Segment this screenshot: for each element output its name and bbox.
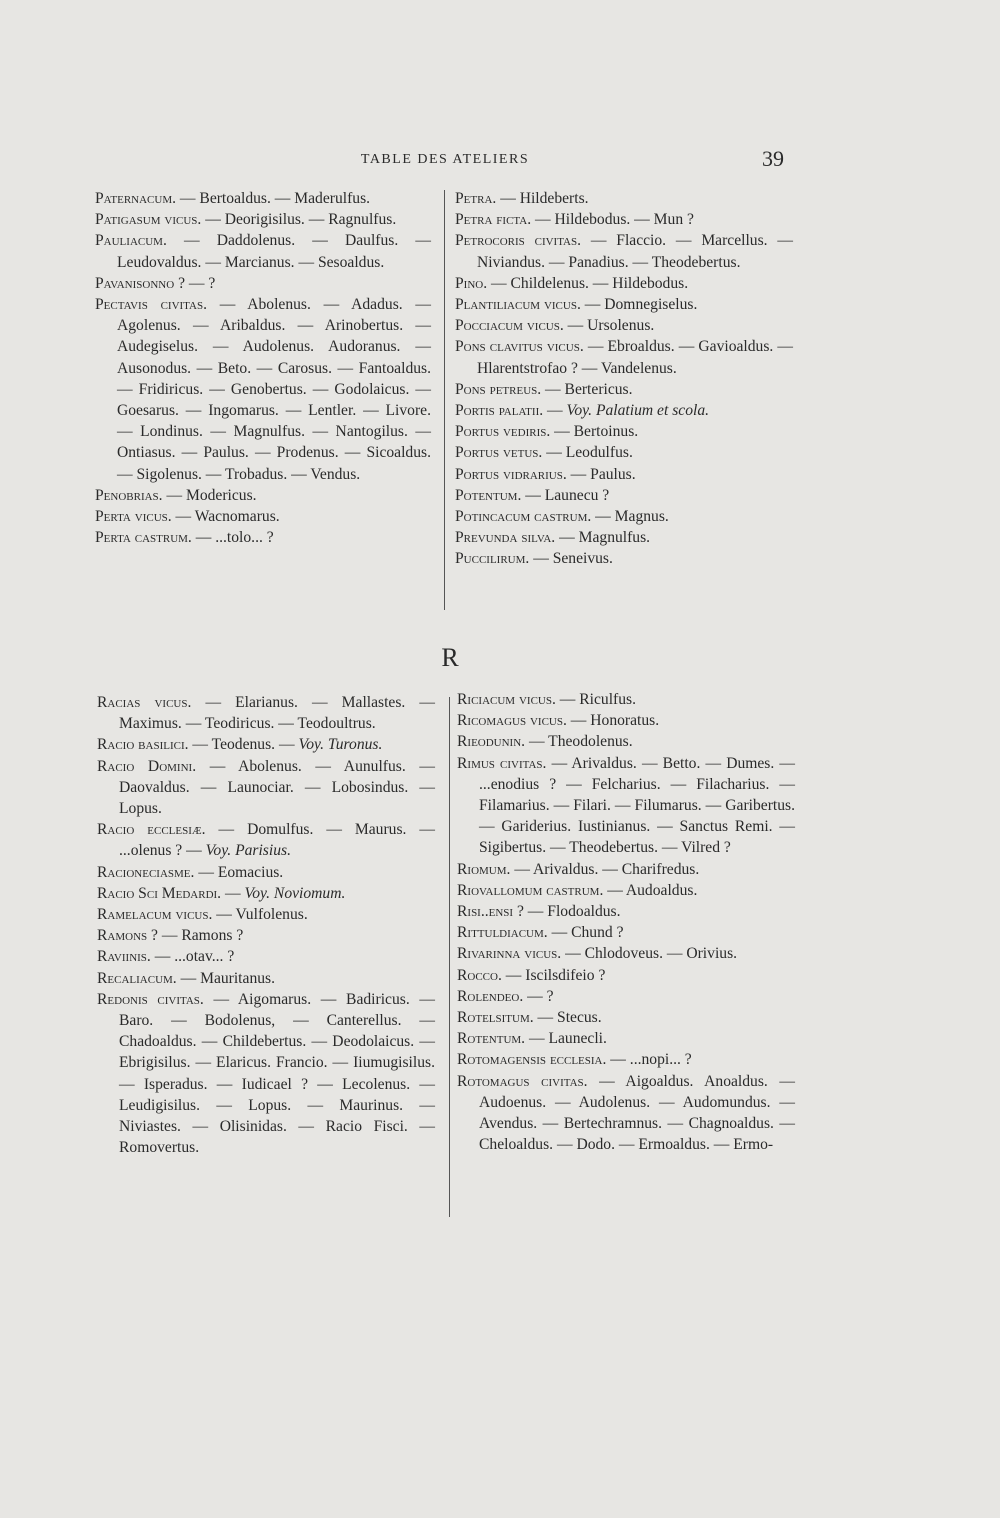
entry-place-name: Ricomagus vicus. [457,712,567,730]
index-entry [457,710,795,731]
entry-moneyers: — Audoaldus. [603,881,698,899]
index-entry [457,689,795,710]
entry-moneyers: — Chund ? [547,924,624,942]
entry-place-name: Rolendeo. [457,987,524,1005]
entry-moneyers: — Bertericus. [541,380,633,398]
index-entry [457,943,795,964]
index-entry [457,731,795,752]
index-entry [95,188,431,209]
entry-place-name: Riovallomum castrum. [457,881,604,899]
entry-moneyers: — Leodulfus. [542,444,633,462]
column-divider-bottom [449,697,450,1217]
entry-moneyers: — Modericus. [162,486,257,504]
entry-place-name: Puccilirum. [455,550,530,568]
entry-moneyers: — Domulfus. — Maurus. — ...olenus ? — [119,821,436,860]
entry-moneyers: — ...tolo... ? [191,529,274,547]
index-entry [455,400,793,421]
entry-moneyers: — Daddolenus. — Daulfus. — Leudovaldus. — Marcianus. — Sesoaldus. [117,232,431,271]
index-entry [457,859,795,880]
entry-cross-reference: Voy. Turonus. [298,736,383,754]
entry-moneyers: — Launecli. [525,1030,607,1048]
entry-moneyers: — Domnegiselus. [580,296,698,314]
entry-place-name: Rimus civitas. [457,754,547,772]
entry-place-name: Racio Sci Medardi. [97,884,222,902]
entry-place-name: Perta vicus. [95,508,172,526]
entry-place-name: Racio ecclesiæ. [97,821,206,839]
entry-place-name: Penobrias. [95,486,163,504]
entry-place-name: Perta castrum. [95,529,192,547]
index-entry [455,485,793,506]
column-left-bottom [97,692,435,1158]
index-entry [455,294,793,315]
entry-moneyers: — Magnulfus. [555,529,651,547]
column-left-top [95,188,431,548]
entry-moneyers: — Eomacius. [194,863,284,881]
index-entry [97,819,435,861]
entry-moneyers: — Theodolenus. [525,733,633,751]
index-entry [455,464,793,485]
index-entry [97,734,435,755]
index-entry [97,904,435,925]
page-number: 39 [762,146,784,171]
entry-moneyers: — Ebroaldus. — Gavioaldus. — Hlarentstrofao ? — Vandelenus. [477,338,793,377]
index-entry [455,442,793,463]
entry-moneyers: — ...otav... ? [150,948,235,966]
entry-place-name: Rieodunin. [457,733,526,751]
entry-place-name: Redonis civitas. [97,990,204,1008]
entry-place-name: Pavanisonno ? [95,274,185,292]
index-entry [455,421,793,442]
entry-moneyers: — Elarianus. — Mallastes. — Maximus. — Teodiricus. — Teodoultrus. [119,694,435,733]
entry-moneyers: — Aigomarus. — Badiricus. — Baro. — Bodolenus, — Canterellus. — Chadoaldus. — Childebertus. — Deodolaicus. — Ebrigisilus. — Elaricus. Francio. — Iiumugisilus. — Isperadus. — Iudicael ? — Lecolenus. — Leudigisilus. — Lopus. — Maurinus. — Niviastes. — Olisinidas. — Racio Fisci. — Romovertus. [119,990,435,1157]
entry-place-name: Rocco. [457,966,502,984]
index-entry [457,1007,795,1028]
index-entry [455,527,793,548]
entry-cross-reference: Voy. Palatium et scola. [566,402,710,420]
entry-moneyers: — Mauritanus. [176,969,276,987]
entry-place-name: Risi..ensi ? [457,903,524,921]
entry-place-name: Patigasum vicus. [95,211,202,229]
entry-place-name: Riomum. [457,860,511,878]
entry-place-name: Pons clavitus vicus. [455,338,584,356]
entry-place-name: Pocciacum vicus. [455,317,564,335]
entry-moneyers: — Deorigisilus. — Ragnulfus. [201,211,397,229]
entry-place-name: Racias vicus. [97,694,192,711]
entry-moneyers: — Bertoaldus. — Maderulfus. [176,190,371,207]
index-entry [457,1071,795,1156]
index-entry [455,336,793,378]
section-letter: R [441,643,459,672]
index-entry [457,880,795,901]
entry-moneyers: — Arivaldus. — Betto. — Dumes. — ...enodius ? — Felcharius. — Filacharius. — Filamarius. — Filari. — Filumarus. — Garibertus. — Gariderius. Iustinianus. — Sanctus Remi. — Sigibertus. — Theodebertus. — Vilred ? [479,754,795,857]
entry-place-name: Rivarinna vicus. [457,945,562,963]
entry-moneyers: — Bertoinus. [550,423,639,441]
entry-moneyers: — [221,884,245,902]
entry-moneyers: — Vulfolenus. [212,906,308,924]
entry-place-name: Pons petreus. [455,380,542,398]
index-entry [97,989,435,1159]
entry-place-name: Pauliacum. [95,232,167,250]
index-entry [457,965,795,986]
entry-place-name: Racio basilici. [97,736,189,754]
index-entry [455,379,793,400]
entry-place-name: Petra ficta. [455,211,532,229]
entry-place-name: Ramons ? [97,927,158,945]
entry-place-name: Potincacum castrum. [455,508,592,526]
entry-moneyers: — Flodoaldus. [523,903,621,921]
entry-moneyers: — Hildeberts. [496,190,589,207]
entry-place-name: Ramelacum vicus. [97,906,213,924]
index-entry [95,209,431,230]
entry-moneyers: — Honoratus. [566,712,660,730]
entry-place-name: Portus vetus. [455,444,543,462]
index-entry [455,188,793,209]
index-entry [455,315,793,336]
entry-moneyers: — Chlodoveus. — Orivius. [561,945,738,963]
entry-place-name: Portis palatii. [455,402,544,420]
entry-place-name: Recaliacum. [97,969,177,987]
entry-place-name: Plantiliacum vicus. [455,296,581,314]
column-right-bottom [457,689,795,1155]
index-entry [95,273,431,294]
entry-moneyers: — ? [523,987,554,1005]
entry-place-name: Petra. [455,190,497,207]
entry-place-name: Portus vidrarius. [455,465,567,483]
entry-place-name: Racioneciasme. [97,863,195,881]
entry-place-name: Potentum. [455,486,522,504]
entry-place-name: Riciacum vicus. [457,691,556,708]
running-head: TABLE DES ATELIERS [360,152,530,167]
index-entry [455,548,793,569]
index-entry [95,506,431,527]
entry-place-name: Rittuldiacum. [457,924,548,942]
index-entry [95,485,431,506]
entry-moneyers: — Childelenus. — Hildebodus. [487,274,689,292]
index-entry [457,1049,795,1070]
entry-place-name: Rotentum. [457,1030,526,1048]
index-entry [457,922,795,943]
entry-moneyers: — Abolenus. — Aunulfus. — Daovaldus. — Launociar. — Lobosindus. — Lopus. [119,757,435,818]
entry-place-name: Rotelsitum. [457,1009,534,1027]
index-entry [457,986,795,1007]
column-divider-top [444,190,445,610]
index-entry [457,753,795,859]
entry-moneyers: — Aigoaldus. Anoaldus. — Audoenus. — Audolenus. — Audomundus. — Avendus. — Bertechramnus. — Chagnoaldus. — Cheloaldus. — Dodo. — Ermoaldus. — Ermo- [479,1072,795,1154]
entry-moneyers: — ...nopi... ? [606,1051,692,1069]
entry-cross-reference: Voy. Noviomum. [244,884,346,902]
index-entry [95,294,431,485]
entry-moneyers: — Iscilsdifeio ? [501,966,606,984]
index-entry [97,692,435,734]
index-entry [97,862,435,883]
entry-moneyers: — Abolenus. — Adadus. — Agolenus. — Aribaldus. — Arinobertus. — Audegiselus. — Audolenus. Audoranus. — Ausonodus. — Beto. — Carosus. — Fantoaldus. — Fridiricus. — Genobertus. — Godolaicus. — Goesarus. — Ingomarus. — Lentler. — Livore. — Londinus. — Magnulfus. — Nantogilus. — Ontiasus. — Paulus. — Prodenus. — Sicoaldus. — Sigolenus. — Trobadus. — Vendus. [117,296,432,483]
entry-place-name: Prevunda silva. [455,529,556,547]
entry-place-name: Petrocoris civitas. [455,232,582,250]
entry-moneyers: — Ursolenus. [563,317,655,335]
entry-place-name: Paternacum. [95,190,177,207]
entry-moneyers: — Teodenus. — [188,736,299,754]
entry-moneyers: — Riculfus. [555,691,637,708]
entry-moneyers: — Wacnomarus. [171,508,280,526]
index-entry [97,925,435,946]
entry-place-name: Pino. [455,274,488,292]
entry-moneyers: — [543,402,567,420]
entry-moneyers: — Arivaldus. — Charifredus. [510,860,700,878]
index-entry [455,209,793,230]
index-entry [457,1028,795,1049]
index-entry [95,527,431,548]
index-entry [97,756,435,820]
index-entry [455,273,793,294]
entry-moneyers: — Launecu ? [521,486,610,504]
entry-moneyers: — Seneivus. [529,550,613,568]
index-entry [455,506,793,527]
index-entry [97,946,435,967]
entry-moneyers: — Flaccio. — Marcellus. — Niviandus. — Panadius. — Theodebertus. [477,232,793,271]
entry-moneyers: — Ramons ? [157,927,244,945]
entry-cross-reference: Voy. Parisius. [205,842,291,860]
entry-moneyers: — Paulus. [566,465,636,483]
entry-moneyers: — Hildebodus. — Mun ? [531,211,694,229]
entry-place-name: Raviinis. [97,948,151,966]
index-entry [455,230,793,272]
entry-place-name: Pectavis civitas. [95,296,207,314]
index-entry [457,901,795,922]
entry-place-name: Rotomagus civitas. [457,1072,588,1090]
entry-moneyers: — ? [185,274,216,292]
index-entry [95,230,431,272]
column-right-top [455,188,793,570]
entry-moneyers: — Stecus. [533,1009,602,1027]
index-entry [97,968,435,989]
index-entry [97,883,435,904]
entry-moneyers: — Magnus. [591,508,669,526]
entry-place-name: Portus vediris. [455,423,551,441]
entry-place-name: Rotomagensis ecclesia. [457,1051,607,1069]
entry-place-name: Racio Domini. [97,757,197,775]
